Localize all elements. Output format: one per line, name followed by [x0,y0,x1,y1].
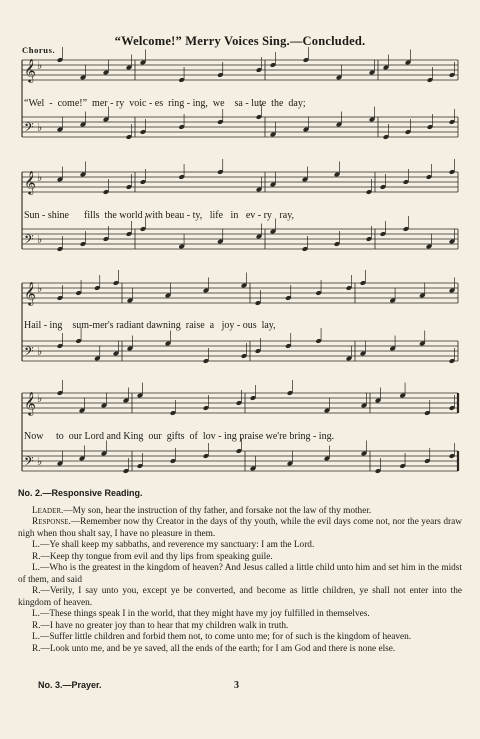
lyric-line-4: Now to our Lord and King our gifts of lov - ing praise we're bring - ing. [24,431,335,442]
reading-line: L.—Ye shall keep my sabbaths, and reverence my sanctuary: I am the Lord. [32,540,315,550]
bass-clef: 𝄢 [24,344,34,362]
lyric-line-3: Hail - ing sum-mer's radiant dawning raise a joy - ous lay, [24,320,276,331]
bass-clef: 𝄢 [24,454,34,472]
flat-key-signature: ♭ [37,233,43,246]
flat-key-signature: ♭ [37,455,43,468]
reading-line: R.—Look unto me, and be ye saved, all the ends of the earth; for I am God and there is none else. [32,643,396,654]
flat-key-signature: ♭ [37,392,43,405]
reading-line: Response.—Remember now thy Creator in the days of thy youth, while the evil days come not, nor the years draw nigh when thou shalt say, I have no pleasure in them. [18,517,462,539]
lyric-line-2: Sun - shine fills the world with beau - ty, life in ev - ry ray, [24,210,295,221]
flat-key-signature: ♭ [37,282,43,295]
bass-clef: 𝄢 [24,232,34,250]
flat-key-signature: ♭ [37,345,43,358]
reading-line: R.—Verily, I say unto you, except ye be converted, and become as little children, ye shall not enter into the kingdom of heaven. [18,586,462,608]
reading-line: L.—These things speak I in the world, that they might have my joy fulfilled in themselves. [32,609,370,619]
lyric-line-1: “Wel - come!” mer - ry voic - es ring - ing, we sa - lute the day; [24,98,306,109]
reading-line: R.—I have no greater joy than to hear that my children walk in truth. [32,620,289,631]
flat-key-signature: ♭ [37,121,43,134]
bass-clef: 𝄢 [24,120,34,138]
reading-line: Leader.—My son, hear the instruction of thy father, and forsake not the law of thy mother. [32,505,372,516]
page-title: “Welcome!” Merry Voices Sing.—Concluded. [114,34,366,48]
treble-clef: 𝄞 [24,58,36,82]
reading-line: R.—Keep thy tongue from evil and thy lips from speaking guile. [32,551,273,562]
treble-clef: 𝄞 [24,391,36,415]
reading-heading: No. 2.—Responsive Reading. [18,488,143,498]
treble-clef: 𝄞 [24,281,36,305]
treble-clef: 𝄞 [24,170,36,194]
chorus-label: Chorus. [22,45,56,55]
flat-key-signature: ♭ [37,171,43,184]
reading-line: L.—Suffer little children and forbid them not, to come unto me; for of such is the kingdom of heaven. [32,632,412,642]
reading-line: L.—Who is the greatest in the kingdom of heaven? And Jesus called a little child unto him and set him in the midst of them, and said [18,563,462,585]
flat-key-signature: ♭ [37,59,43,72]
responsive-reading [18,488,462,655]
prayer-heading: No. 3.—Prayer. [38,680,102,690]
page-number: 3 [234,680,239,691]
